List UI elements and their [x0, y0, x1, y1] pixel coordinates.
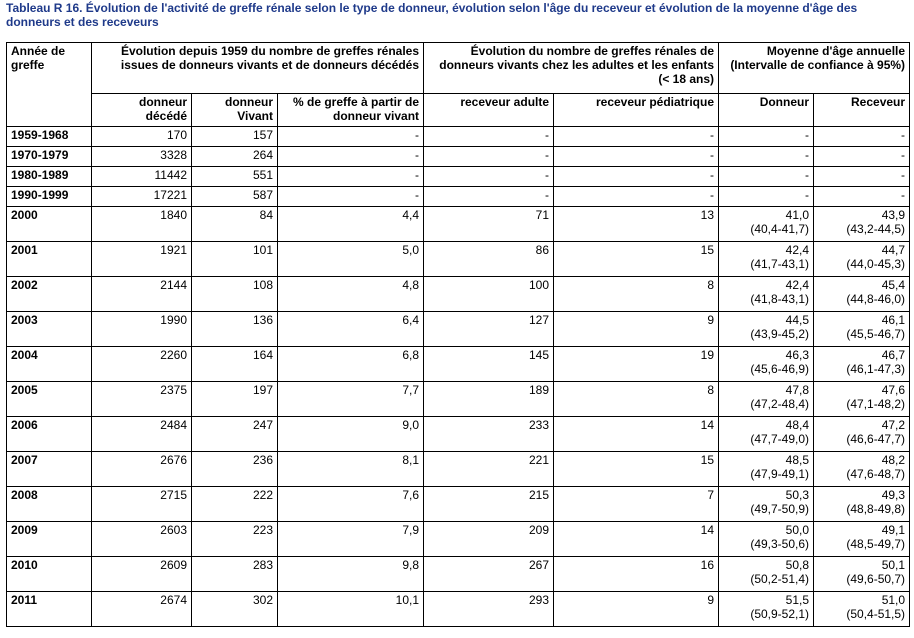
cell-recipient-age [814, 382, 910, 417]
cell-donor-age [719, 167, 814, 187]
cell-pediatric-recipient: 19 [554, 347, 719, 382]
cell-recipient-age [814, 242, 910, 277]
cell-recipient-age-mean: 46,1 [881, 313, 906, 327]
cell-recipient-age-interval: (47,1-48,2) [846, 397, 906, 411]
table-row [7, 417, 910, 452]
header-deceased-donor: donneur décédé [92, 94, 192, 127]
cell-recipient-age-interval: (45,5-46,7) [846, 327, 906, 341]
cell-living-donor: 197 [192, 382, 278, 417]
cell-recipient-age-mean: 47,6 [881, 383, 906, 397]
cell-living-donor-percent: 4,4 [278, 207, 424, 242]
cell-deceased-donor: 2484 [92, 417, 192, 452]
cell-living-donor-percent: - [278, 147, 424, 167]
cell-donor-age-mean: 42,4 [785, 243, 810, 257]
table-body [7, 127, 910, 627]
cell-donor-age-interval: (49,3-50,6) [750, 537, 810, 551]
cell-deceased-donor: 1840 [92, 207, 192, 242]
cell-donor-age-interval: (41,7-43,1) [750, 257, 810, 271]
cell-recipient-age-mean: 50,1 [881, 558, 906, 572]
cell-recipient-age [814, 207, 910, 242]
cell-donor-age [719, 207, 814, 242]
cell-living-donor-percent: - [278, 167, 424, 187]
cell-donor-age [719, 187, 814, 207]
cell-year: 2000 [7, 207, 92, 242]
table-row [7, 187, 910, 207]
table-row [7, 557, 910, 592]
cell-pediatric-recipient: 15 [554, 452, 719, 487]
cell-donor-age [719, 452, 814, 487]
cell-living-donor-percent: 10,1 [278, 592, 424, 627]
cell-donor-age-mean: 46,3 [785, 348, 810, 362]
cell-donor-age-mean: 50,0 [785, 523, 810, 537]
cell-donor-age [719, 382, 814, 417]
cell-living-donor: 264 [192, 147, 278, 167]
cell-recipient-age-interval: (46,1-47,3) [846, 362, 906, 376]
table-row [7, 347, 910, 382]
cell-donor-age-interval: (45,6-46,9) [750, 362, 810, 376]
cell-donor-age-mean: 47,8 [785, 383, 810, 397]
cell-recipient-age [814, 147, 910, 167]
cell-donor-age [719, 347, 814, 382]
cell-pediatric-recipient: 15 [554, 242, 719, 277]
cell-year: 1959-1968 [7, 127, 92, 147]
cell-donor-age-mean: 42,4 [785, 278, 810, 292]
cell-donor-age-interval: (50,9-52,1) [750, 607, 810, 621]
cell-recipient-age [814, 452, 910, 487]
cell-recipient-age [814, 187, 910, 207]
cell-recipient-age-mean: 45,4 [881, 278, 906, 292]
cell-donor-age [719, 312, 814, 347]
cell-deceased-donor: 2715 [92, 487, 192, 522]
cell-pediatric-recipient: - [554, 127, 719, 147]
cell-donor-age [719, 592, 814, 627]
cell-recipient-age-mean: 49,3 [881, 488, 906, 502]
cell-donor-age-mean: - [805, 128, 810, 142]
cell-living-donor-percent: - [278, 187, 424, 207]
cell-recipient-age-interval: (48,5-49,7) [846, 537, 906, 551]
cell-donor-age-interval: (41,8-43,1) [750, 292, 810, 306]
cell-donor-age [719, 277, 814, 312]
cell-living-donor: 136 [192, 312, 278, 347]
header-year: Année de greffe [7, 43, 92, 127]
cell-pediatric-recipient: 7 [554, 487, 719, 522]
cell-deceased-donor: 2375 [92, 382, 192, 417]
header-living-donor-percent: % de greffe à partir de donneur vivant [278, 94, 424, 127]
cell-recipient-age [814, 127, 910, 147]
cell-adult-recipient: 267 [424, 557, 554, 592]
cell-deceased-donor: 3328 [92, 147, 192, 167]
cell-pediatric-recipient: 16 [554, 557, 719, 592]
cell-adult-recipient: - [424, 187, 554, 207]
cell-adult-recipient: - [424, 167, 554, 187]
cell-living-donor: 108 [192, 277, 278, 312]
header-recipient-age: Receveur [814, 94, 910, 127]
table-row [7, 452, 910, 487]
cell-deceased-donor: 2674 [92, 592, 192, 627]
cell-year: 1990-1999 [7, 187, 92, 207]
cell-recipient-age-mean: 51,0 [881, 593, 906, 607]
cell-recipient-age [814, 592, 910, 627]
cell-pediatric-recipient: 13 [554, 207, 719, 242]
cell-donor-age [719, 487, 814, 522]
cell-recipient-age-interval: (49,6-50,7) [846, 572, 906, 586]
cell-adult-recipient: 71 [424, 207, 554, 242]
cell-donor-age-mean: 48,5 [785, 453, 810, 467]
cell-recipient-age-mean: 49,1 [881, 523, 906, 537]
cell-recipient-age-mean: 46,7 [881, 348, 906, 362]
cell-year: 2003 [7, 312, 92, 347]
cell-living-donor: 101 [192, 242, 278, 277]
cell-adult-recipient: 145 [424, 347, 554, 382]
cell-deceased-donor: 2676 [92, 452, 192, 487]
header-living-donor: donneur Vivant [192, 94, 278, 127]
cell-recipient-age-mean: - [901, 128, 906, 142]
table-row [7, 207, 910, 242]
cell-donor-age-interval: (43,9-45,2) [750, 327, 810, 341]
cell-donor-age-interval: (50,2-51,4) [750, 572, 810, 586]
cell-living-donor: 551 [192, 167, 278, 187]
cell-year: 2001 [7, 242, 92, 277]
cell-recipient-age-mean: 47,2 [881, 418, 906, 432]
cell-donor-age-interval: (47,7-49,0) [750, 432, 810, 446]
table-row [7, 487, 910, 522]
cell-adult-recipient: - [424, 127, 554, 147]
cell-pediatric-recipient: 14 [554, 417, 719, 452]
cell-living-donor: 222 [192, 487, 278, 522]
cell-year: 2011 [7, 592, 92, 627]
cell-donor-age [719, 147, 814, 167]
cell-deceased-donor: 2603 [92, 522, 192, 557]
cell-recipient-age-interval: (48,8-49,8) [846, 502, 906, 516]
cell-pediatric-recipient: 14 [554, 522, 719, 557]
header-group-mean-age: Moyenne d'âge annuelle (Intervalle de confiance à 95%) [719, 43, 910, 94]
cell-recipient-age-interval: (43,2-44,5) [846, 222, 906, 236]
cell-adult-recipient: 215 [424, 487, 554, 522]
table-row [7, 242, 910, 277]
cell-recipient-age [814, 522, 910, 557]
cell-year: 1970-1979 [7, 147, 92, 167]
cell-recipient-age [814, 417, 910, 452]
cell-pediatric-recipient: - [554, 187, 719, 207]
header-adult-recipient: receveur adulte [424, 94, 554, 127]
cell-living-donor: 302 [192, 592, 278, 627]
cell-donor-age-interval: (47,9-49,1) [750, 467, 810, 481]
cell-adult-recipient: 233 [424, 417, 554, 452]
cell-recipient-age [814, 312, 910, 347]
cell-donor-age [719, 417, 814, 452]
cell-recipient-age-mean: - [901, 148, 906, 162]
cell-year: 1980-1989 [7, 167, 92, 187]
cell-donor-age-mean: 44,5 [785, 313, 810, 327]
cell-recipient-age-mean: 48,2 [881, 453, 906, 467]
cell-adult-recipient: - [424, 147, 554, 167]
cell-year: 2002 [7, 277, 92, 312]
cell-deceased-donor: 2144 [92, 277, 192, 312]
cell-living-donor-percent: 7,6 [278, 487, 424, 522]
table-row [7, 167, 910, 187]
cell-recipient-age-mean: 43,9 [881, 208, 906, 222]
table-row [7, 127, 910, 147]
cell-recipient-age-mean: 44,7 [881, 243, 906, 257]
cell-recipient-age [814, 167, 910, 187]
cell-year: 2009 [7, 522, 92, 557]
cell-donor-age-mean: - [805, 188, 810, 202]
cell-living-donor: 236 [192, 452, 278, 487]
header-pediatric-recipient: receveur pédiatrique [554, 94, 719, 127]
header-group-evolution-1959: Évolution depuis 1959 du nombre de greffes rénales issues de donneurs vivants et de donneurs décédés [92, 43, 424, 94]
cell-living-donor-percent: 8,1 [278, 452, 424, 487]
cell-living-donor-percent: 5,0 [278, 242, 424, 277]
cell-adult-recipient: 209 [424, 522, 554, 557]
cell-living-donor: 164 [192, 347, 278, 382]
cell-deceased-donor: 2260 [92, 347, 192, 382]
cell-pediatric-recipient: - [554, 147, 719, 167]
cell-recipient-age-mean: - [901, 168, 906, 182]
cell-donor-age-interval: (47,2-48,4) [750, 397, 810, 411]
cell-pediatric-recipient: - [554, 167, 719, 187]
cell-year: 2006 [7, 417, 92, 452]
cell-deceased-donor: 11442 [92, 167, 192, 187]
cell-living-donor-percent: 4,8 [278, 277, 424, 312]
table-row [7, 312, 910, 347]
cell-donor-age [719, 522, 814, 557]
cell-living-donor-percent: 9,8 [278, 557, 424, 592]
cell-living-donor-percent: - [278, 127, 424, 147]
cell-deceased-donor: 17221 [92, 187, 192, 207]
cell-adult-recipient: 100 [424, 277, 554, 312]
cell-recipient-age [814, 347, 910, 382]
cell-donor-age-mean: 50,3 [785, 488, 810, 502]
cell-donor-age-mean: 41,0 [785, 208, 810, 222]
cell-donor-age [719, 557, 814, 592]
table-row [7, 522, 910, 557]
cell-donor-age-interval: (49,7-50,9) [750, 502, 810, 516]
cell-recipient-age [814, 277, 910, 312]
cell-recipient-age-interval: (50,4-51,5) [846, 607, 906, 621]
header-group-living-donors: Évolution du nombre de greffes rénales de donneurs vivants chez les adultes et les enfants (< 18 ans) [424, 43, 719, 94]
cell-year: 2004 [7, 347, 92, 382]
cell-living-donor: 157 [192, 127, 278, 147]
cell-recipient-age-interval: (46,6-47,7) [846, 432, 906, 446]
cell-year: 2005 [7, 382, 92, 417]
cell-pediatric-recipient: 8 [554, 277, 719, 312]
cell-deceased-donor: 1990 [92, 312, 192, 347]
cell-living-donor: 84 [192, 207, 278, 242]
cell-adult-recipient: 221 [424, 452, 554, 487]
cell-recipient-age [814, 557, 910, 592]
table-row [7, 382, 910, 417]
cell-recipient-age-mean: - [901, 188, 906, 202]
cell-recipient-age-interval: (44,8-46,0) [846, 292, 906, 306]
cell-living-donor: 223 [192, 522, 278, 557]
cell-adult-recipient: 127 [424, 312, 554, 347]
cell-donor-age-interval: (40,4-41,7) [750, 222, 810, 236]
header-donor-age: Donneur [719, 94, 814, 127]
cell-deceased-donor: 170 [92, 127, 192, 147]
cell-recipient-age [814, 487, 910, 522]
cell-living-donor-percent: 7,9 [278, 522, 424, 557]
cell-adult-recipient: 189 [424, 382, 554, 417]
cell-donor-age-mean: 50,8 [785, 558, 810, 572]
cell-living-donor: 283 [192, 557, 278, 592]
cell-deceased-donor: 1921 [92, 242, 192, 277]
cell-adult-recipient: 86 [424, 242, 554, 277]
table-caption: Tableau R 16. Évolution de l'activité de greffe rénale selon le type de donneur, évolution selon l'âge du receveur et évolution de la moyenne d'âge des donneurs et des receveurs [6, 1, 858, 29]
cell-living-donor: 247 [192, 417, 278, 452]
cell-recipient-age-interval: (44,0-45,3) [846, 257, 906, 271]
table-row [7, 592, 910, 627]
cell-year: 2008 [7, 487, 92, 522]
cell-living-donor-percent: 7,7 [278, 382, 424, 417]
cell-donor-age [719, 127, 814, 147]
table-row [7, 277, 910, 312]
table-row [7, 147, 910, 167]
cell-living-donor-percent: 6,8 [278, 347, 424, 382]
cell-adult-recipient: 293 [424, 592, 554, 627]
cell-donor-age [719, 242, 814, 277]
cell-pediatric-recipient: 9 [554, 312, 719, 347]
cell-donor-age-mean: - [805, 168, 810, 182]
cell-donor-age-mean: 48,4 [785, 418, 810, 432]
cell-year: 2007 [7, 452, 92, 487]
cell-deceased-donor: 2609 [92, 557, 192, 592]
cell-living-donor-percent: 9,0 [278, 417, 424, 452]
cell-pediatric-recipient: 8 [554, 382, 719, 417]
cell-year: 2010 [7, 557, 92, 592]
cell-pediatric-recipient: 9 [554, 592, 719, 627]
kidney-transplant-table [6, 42, 910, 627]
cell-donor-age-mean: - [805, 148, 810, 162]
cell-living-donor: 587 [192, 187, 278, 207]
cell-recipient-age-interval: (47,6-48,7) [846, 467, 906, 481]
cell-living-donor-percent: 6,4 [278, 312, 424, 347]
cell-donor-age-mean: 51,5 [785, 593, 810, 607]
